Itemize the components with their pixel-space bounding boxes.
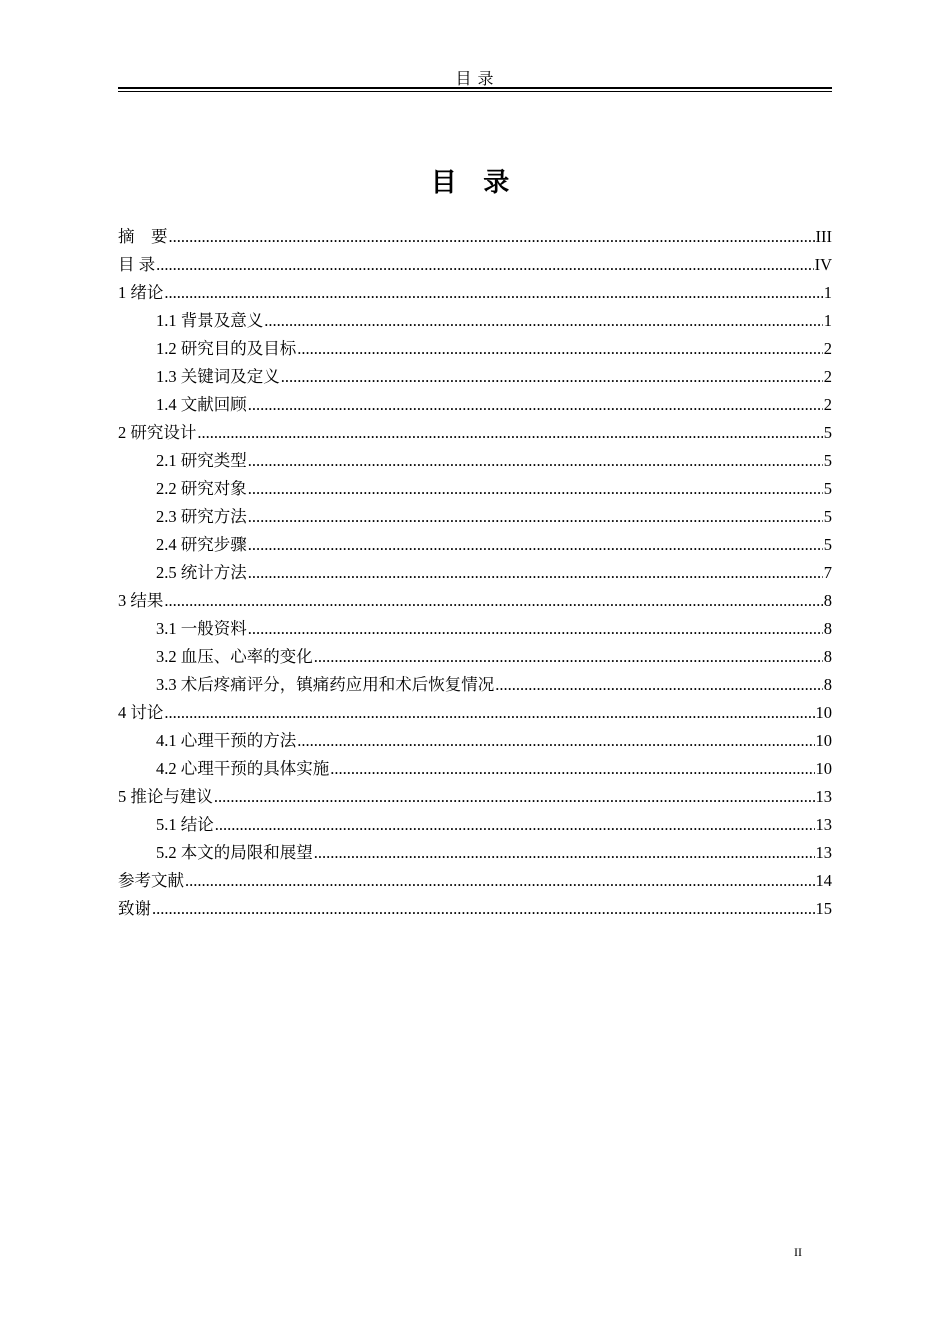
toc-entry-label: 4.2 心理干预的具体实施	[156, 759, 330, 778]
running-header: 目 录	[455, 71, 495, 88]
toc-dot-leader	[495, 671, 823, 699]
toc-entry-label: 4 讨论	[118, 703, 164, 722]
header-rule-thin	[118, 91, 832, 92]
toc-entry[interactable]	[118, 531, 832, 559]
toc-entry-label: 1.2 研究目的及目标	[156, 339, 297, 358]
toc-entry-label: 摘 要	[118, 227, 168, 246]
toc-entry-label: 4.1 心理干预的方法	[156, 731, 297, 750]
toc-dot-leader	[248, 531, 823, 559]
toc-dot-leader	[248, 475, 823, 503]
toc-entry-page: 8	[823, 619, 832, 638]
toc-entry-page: 5	[823, 535, 832, 554]
toc-entry-page: 2	[823, 339, 832, 358]
toc-entry-page: 14	[815, 871, 832, 890]
toc-entry-page: 13	[815, 787, 832, 806]
toc-entry[interactable]	[118, 447, 832, 475]
toc-entry-page: 2	[823, 395, 832, 414]
toc-entry[interactable]	[118, 755, 832, 783]
toc-dot-leader	[164, 699, 814, 727]
toc-entry[interactable]	[118, 643, 832, 671]
toc-entry-page: 8	[823, 675, 832, 694]
toc-entry-page: 5	[823, 451, 832, 470]
toc-entry-label: 2.4 研究步骤	[156, 535, 247, 554]
toc-entry-page: 10	[815, 703, 832, 722]
toc-dot-leader	[214, 783, 815, 811]
toc-entry-page: 8	[823, 647, 832, 666]
toc-dot-leader	[248, 391, 823, 419]
toc-entry-label: 5.1 结论	[156, 815, 214, 834]
toc-entry-label: 2.2 研究对象	[156, 479, 247, 498]
toc-dot-leader	[330, 755, 814, 783]
toc-entry-label: 2.3 研究方法	[156, 507, 247, 526]
toc-entry[interactable]	[118, 811, 832, 839]
toc-entry[interactable]	[118, 783, 832, 811]
toc-entry-label: 3.3 术后疼痛评分，镇痛药应用和术后恢复情况	[156, 675, 495, 694]
toc-entry-label: 1.3 关键词及定义	[156, 367, 280, 386]
toc-dot-leader	[164, 279, 822, 307]
toc-entry-page: IV	[814, 255, 832, 274]
toc-dot-leader	[248, 503, 823, 531]
toc-entry[interactable]	[118, 895, 832, 923]
toc-dot-leader	[297, 727, 814, 755]
toc-dot-leader	[281, 363, 823, 391]
toc-entry[interactable]	[118, 223, 832, 251]
toc-entry-page: 5	[823, 507, 832, 526]
toc-entry[interactable]	[118, 251, 832, 279]
toc-entry-page: 5	[823, 423, 832, 442]
toc-entry-label: 致谢	[118, 899, 151, 918]
toc-dot-leader	[152, 895, 815, 923]
toc-entry-label: 3.1 一般资料	[156, 619, 247, 638]
toc-entry[interactable]	[118, 419, 832, 447]
toc-entry-label: 3.2 血压、心率的变化	[156, 647, 313, 666]
toc-entry[interactable]	[118, 503, 832, 531]
toc-dot-leader	[314, 643, 823, 671]
toc-entry-page: 13	[815, 815, 832, 834]
page-number: II	[794, 1245, 802, 1259]
toc-entry-label: 1 绪论	[118, 283, 164, 302]
toc-entry[interactable]	[118, 363, 832, 391]
toc-entry[interactable]	[118, 839, 832, 867]
toc-entry[interactable]	[118, 475, 832, 503]
toc-entry-label: 5 推论与建议	[118, 787, 213, 806]
toc-entry-page: 7	[823, 563, 832, 582]
toc-entry[interactable]	[118, 727, 832, 755]
toc-entry-label: 5.2 本文的局限和展望	[156, 843, 313, 862]
toc-entry-page: 13	[815, 843, 832, 862]
toc-entry[interactable]	[118, 391, 832, 419]
toc-entry-label: 目 录	[118, 255, 156, 274]
toc-dot-leader	[264, 307, 823, 335]
toc-entry[interactable]	[118, 671, 832, 699]
toc-entry-page: 1	[823, 283, 832, 302]
toc-entry-label: 参考文献	[118, 871, 184, 890]
toc-dot-leader	[156, 251, 813, 279]
toc-entry-label: 2.1 研究类型	[156, 451, 247, 470]
toc-entry-label: 3 结果	[118, 591, 164, 610]
toc-entry[interactable]	[118, 559, 832, 587]
toc-entry-label: 1.1 背景及意义	[156, 311, 264, 330]
toc-entry[interactable]	[118, 867, 832, 895]
toc-dot-leader	[297, 335, 823, 363]
toc-entry-page: 5	[823, 479, 832, 498]
toc-dot-leader	[185, 867, 815, 895]
toc-dot-leader	[248, 559, 823, 587]
toc-entry-page: 10	[815, 731, 832, 750]
toc-dot-leader	[314, 839, 815, 867]
toc-entry[interactable]	[118, 307, 832, 335]
header-rule	[118, 87, 832, 89]
toc-dot-leader	[248, 447, 823, 475]
toc-entry-page: III	[815, 227, 832, 246]
toc-entry-page: 15	[815, 899, 832, 918]
toc-entry[interactable]	[118, 335, 832, 363]
toc-entry[interactable]	[118, 615, 832, 643]
toc-entry-label: 2.5 统计方法	[156, 563, 247, 582]
toc-entry-page: 8	[823, 591, 832, 610]
toc-entry-label: 1.4 文献回顾	[156, 395, 247, 414]
toc-list	[118, 223, 832, 923]
toc-entry-page: 1	[823, 311, 832, 330]
toc-dot-leader	[248, 615, 823, 643]
toc-entry-page: 10	[815, 759, 832, 778]
toc-dot-leader	[215, 811, 815, 839]
toc-dot-leader	[197, 419, 822, 447]
toc-dot-leader	[164, 587, 822, 615]
toc-entry-page: 2	[823, 367, 832, 386]
toc-title: 目 录	[430, 168, 520, 197]
toc-entry[interactable]	[118, 699, 832, 727]
toc-entry-label: 2 研究设计	[118, 423, 197, 442]
toc-entry[interactable]	[118, 587, 832, 615]
toc-entry[interactable]	[118, 279, 832, 307]
toc-dot-leader	[169, 223, 815, 251]
